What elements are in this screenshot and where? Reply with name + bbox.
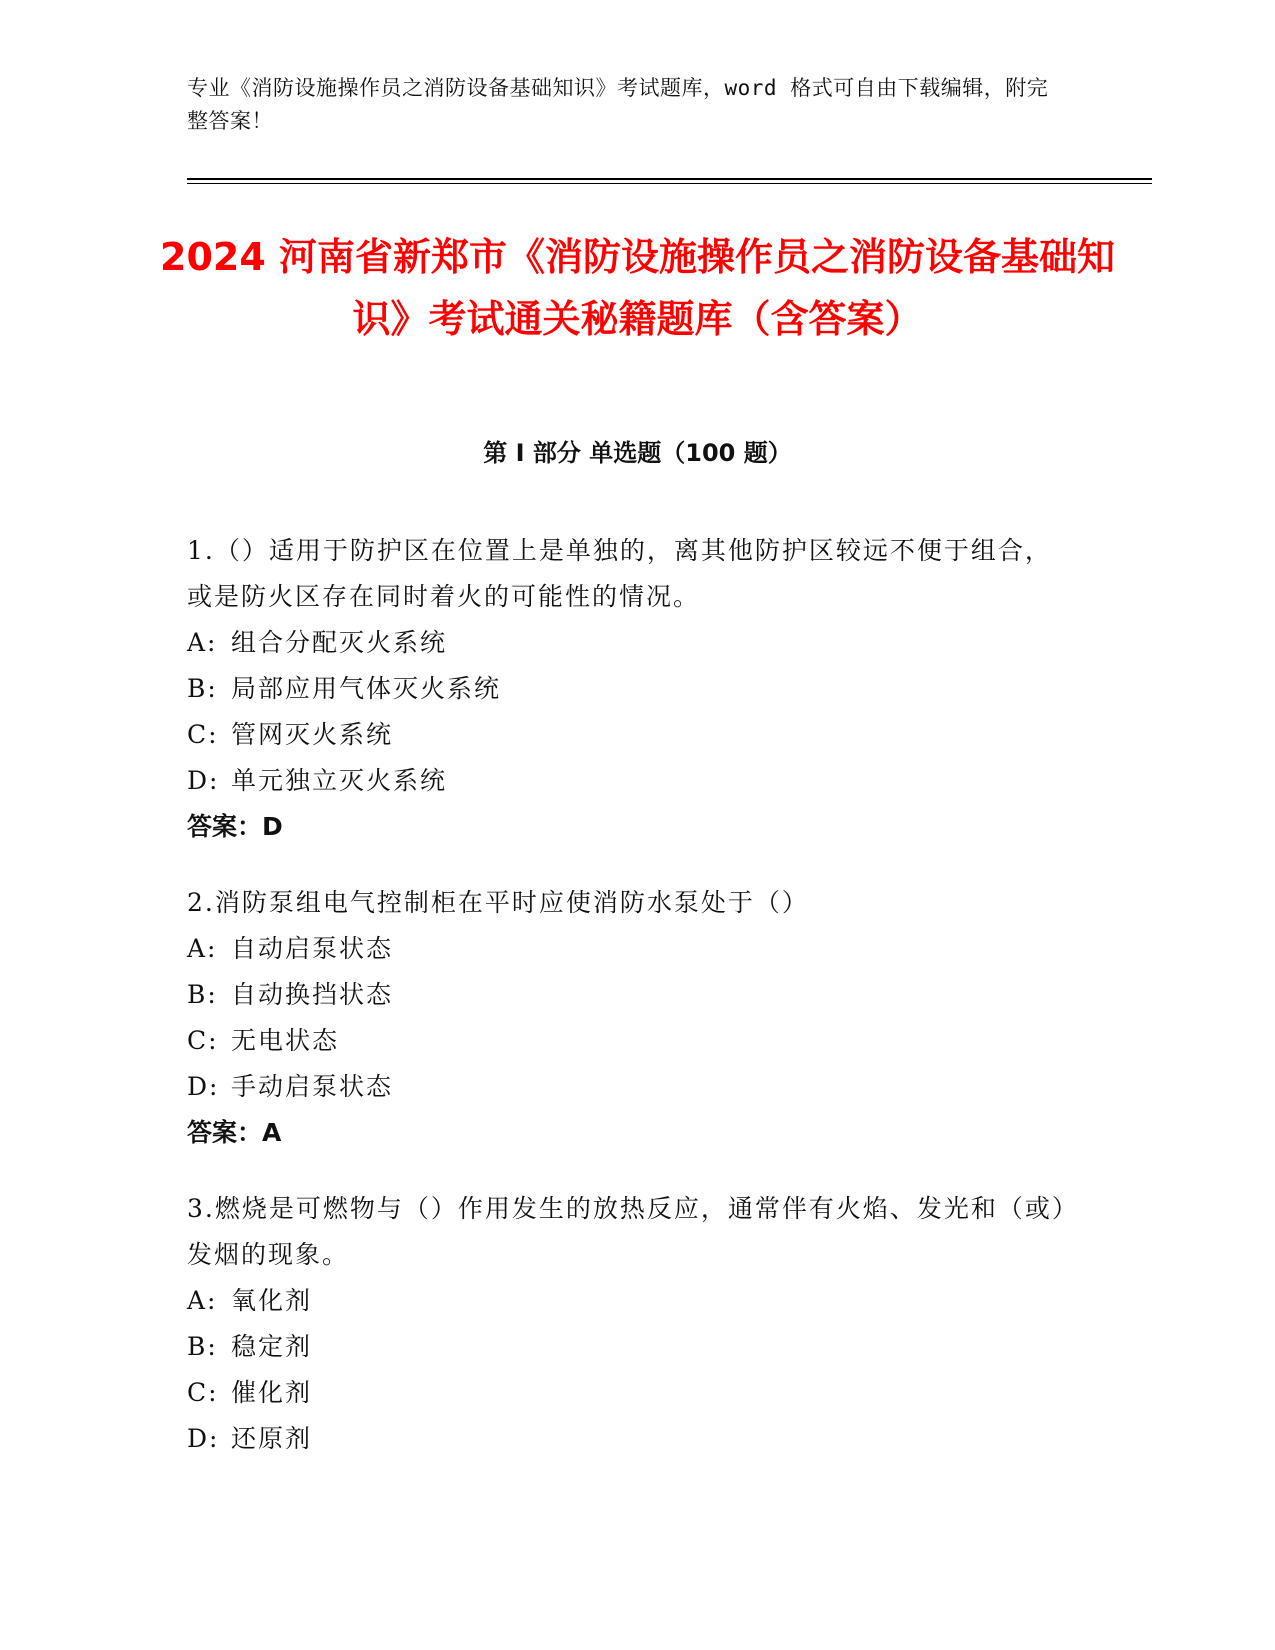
option-letter: D: xyxy=(187,1424,220,1453)
answer-line: 答案：D xyxy=(187,812,283,841)
option-letter: B: xyxy=(187,674,218,703)
header-divider-thick xyxy=(187,178,1152,180)
option-letter: B: xyxy=(187,1332,218,1361)
option-text: 稳定剂 xyxy=(231,1332,313,1361)
document-title: 2024 河南省新郑市《消防设施操作员之消防设备基础知识》考试通关秘籍题库（含答案） xyxy=(160,235,1115,341)
section-heading: 第 I 部分 单选题（100 题） xyxy=(483,439,792,467)
option-letter: A: xyxy=(187,1286,218,1315)
option-letter: C: xyxy=(187,1026,219,1055)
option-text: 自动换挡状态 xyxy=(231,980,394,1009)
option-text: 自动启泵状态 xyxy=(231,934,394,963)
question-3 xyxy=(187,1186,1067,1462)
option-a xyxy=(187,1278,1067,1324)
header-divider-thin xyxy=(187,183,1152,184)
option-letter: A: xyxy=(187,628,218,657)
option-text: 手动启泵状态 xyxy=(231,1072,394,1101)
option-text: 组合分配灭火系统 xyxy=(231,628,448,657)
option-d xyxy=(187,758,1067,804)
answer-line: 答案：A xyxy=(187,1118,282,1147)
option-text: 局部应用气体灭火系统 xyxy=(231,674,502,703)
option-letter: B: xyxy=(187,980,218,1009)
question-list xyxy=(187,528,1067,1492)
question-stem: 3.燃烧是可燃物与（）作用发生的放热反应，通常伴有火焰、发光和（或）发烟的现象。 xyxy=(187,1194,1067,1269)
option-c xyxy=(187,1018,1067,1064)
question-2 xyxy=(187,880,1067,1156)
option-letter: D: xyxy=(187,766,220,795)
option-letter: C: xyxy=(187,1378,219,1407)
option-b xyxy=(187,666,1067,712)
option-d xyxy=(187,1416,1067,1462)
option-letter: C: xyxy=(187,720,219,749)
option-c xyxy=(187,1370,1067,1416)
option-text: 还原剂 xyxy=(231,1424,313,1453)
option-c xyxy=(187,712,1067,758)
option-letter: A: xyxy=(187,934,218,963)
option-a xyxy=(187,620,1067,666)
option-letter: D: xyxy=(187,1072,220,1101)
question-stem: 1.（）适用于防护区在位置上是单独的，离其他防护区较远不便于组合，或是防火区存在同时着火的可能性的情况。 xyxy=(187,536,1052,611)
option-text: 氧化剂 xyxy=(231,1286,313,1315)
header-note: 专业《消防设施操作员之消防设备基础知识》考试题库，word 格式可自由下载编辑，附完整答案！ xyxy=(187,76,1049,133)
option-b xyxy=(187,1324,1067,1370)
question-1 xyxy=(187,528,1067,850)
option-b xyxy=(187,972,1067,1018)
option-text: 催化剂 xyxy=(231,1378,313,1407)
question-stem: 2.消防泵组电气控制柜在平时应使消防水泵处于（） xyxy=(187,888,809,917)
option-d xyxy=(187,1064,1067,1110)
option-a xyxy=(187,926,1067,972)
option-text: 无电状态 xyxy=(231,1026,340,1055)
option-text: 管网灭火系统 xyxy=(231,720,394,749)
option-text: 单元独立灭火系统 xyxy=(231,766,448,795)
